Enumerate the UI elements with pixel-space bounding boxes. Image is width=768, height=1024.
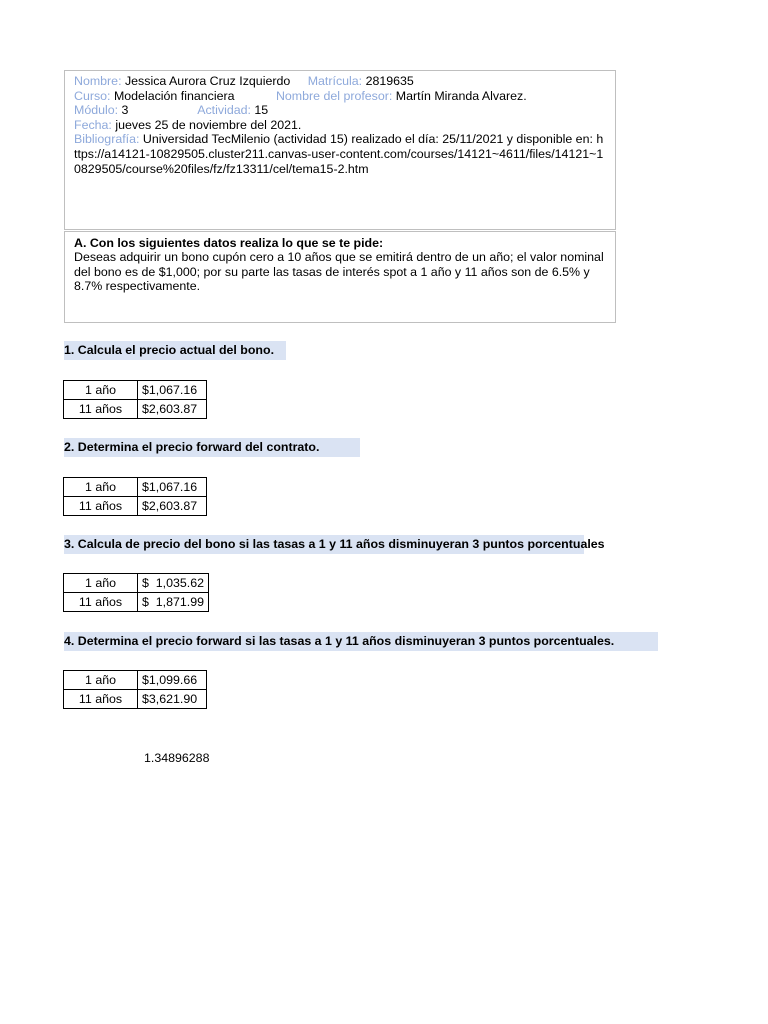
table-row bbox=[64, 478, 207, 497]
nombre-label: Nombre: bbox=[74, 74, 122, 88]
question-2: 2. Determina el precio forward del contrato. bbox=[64, 438, 360, 457]
module-row bbox=[74, 103, 606, 118]
bibliografia-label: Bibliografía: bbox=[74, 132, 140, 147]
row-label: 1 año bbox=[64, 381, 138, 400]
task-box bbox=[64, 231, 616, 323]
table-row bbox=[64, 400, 207, 419]
course-row bbox=[74, 89, 606, 104]
table-row bbox=[64, 593, 209, 612]
fecha-label: Fecha: bbox=[74, 117, 112, 132]
fecha-value: jueves 25 de noviembre del 2021. bbox=[115, 117, 302, 132]
answer-table-4 bbox=[63, 670, 207, 709]
row-value bbox=[138, 574, 209, 593]
row-label: 11 años bbox=[64, 400, 138, 419]
amount: 1,035.62 bbox=[155, 576, 204, 590]
row-value: $2,603.87 bbox=[138, 497, 207, 516]
modulo-value: 3 bbox=[121, 103, 129, 118]
row-value bbox=[138, 593, 209, 612]
matricula-value: 2819635 bbox=[365, 74, 414, 88]
task-title: A. Con los siguientes datos realiza lo que se te pide: bbox=[74, 236, 384, 250]
table-row bbox=[64, 574, 209, 593]
bibliografia-value: Universidad TecMilenio (actividad 15) realizado el día: 25/11/2021 y disponible en: https://a14121-10829505.cluster211.canvas-user-content.com/courses/14121~4611/files/14121~10829505/course%20files/fz/fz13311/cel/tema15-2.htm bbox=[74, 132, 604, 176]
row-label: 1 año bbox=[64, 671, 138, 690]
question-4: 4. Determina el precio forward si las tasas a 1 y 11 años disminuyeran 3 puntos porcentuales. bbox=[64, 632, 658, 651]
table-row bbox=[64, 381, 207, 400]
table-row bbox=[64, 690, 207, 709]
amount: 1,871.99 bbox=[155, 595, 204, 609]
bibliography bbox=[74, 132, 606, 176]
modulo-label: Módulo: bbox=[74, 103, 119, 118]
extra-value: 1.34896288 bbox=[144, 751, 210, 765]
profesor-label: Nombre del profesor: bbox=[275, 88, 393, 103]
curso-label: Curso: bbox=[74, 88, 111, 103]
nombre-value: Jessica Aurora Cruz Izquierdo bbox=[124, 74, 291, 88]
matricula-label: Matrícula: bbox=[307, 74, 363, 88]
date-row bbox=[74, 118, 606, 133]
answer-table-1 bbox=[63, 380, 207, 419]
answer-table-3 bbox=[63, 573, 209, 612]
table-row bbox=[64, 671, 207, 690]
profesor-value: Martín Miranda Alvarez. bbox=[395, 88, 527, 103]
name-row bbox=[74, 74, 606, 89]
row-value: $1,067.16 bbox=[138, 381, 207, 400]
row-value: $1,099.66 bbox=[138, 671, 207, 690]
table-row bbox=[64, 497, 207, 516]
row-label: 11 años bbox=[64, 497, 138, 516]
row-label: 11 años bbox=[64, 690, 138, 709]
question-3: 3. Calcula de precio del bono si las tasas a 1 y 11 años disminuyeran 3 puntos porcentuales bbox=[64, 535, 584, 554]
currency-symbol: $ bbox=[142, 595, 149, 609]
row-value: $2,603.87 bbox=[138, 400, 207, 419]
currency-symbol: $ bbox=[142, 576, 149, 590]
question-1: 1. Calcula el precio actual del bono. bbox=[64, 341, 286, 360]
student-info-box bbox=[64, 70, 616, 230]
row-value: $1,067.16 bbox=[138, 478, 207, 497]
row-label: 11 años bbox=[64, 593, 138, 612]
actividad-label: Actividad: bbox=[197, 103, 251, 118]
curso-value: Modelación financiera bbox=[113, 88, 235, 103]
row-label: 1 año bbox=[64, 574, 138, 593]
actividad-value: 15 bbox=[254, 103, 269, 118]
task-body: Deseas adquirir un bono cupón cero a 10 años que se emitirá dentro de un año; el valor nominal del bono es de $1,000; por su parte las tasas de interés spot a 1 año y 11 años son de 6.5% y 8.7% respectivamente. bbox=[74, 250, 604, 294]
answer-table-2 bbox=[63, 477, 207, 516]
row-value: $3,621.90 bbox=[138, 690, 207, 709]
row-label: 1 año bbox=[64, 478, 138, 497]
